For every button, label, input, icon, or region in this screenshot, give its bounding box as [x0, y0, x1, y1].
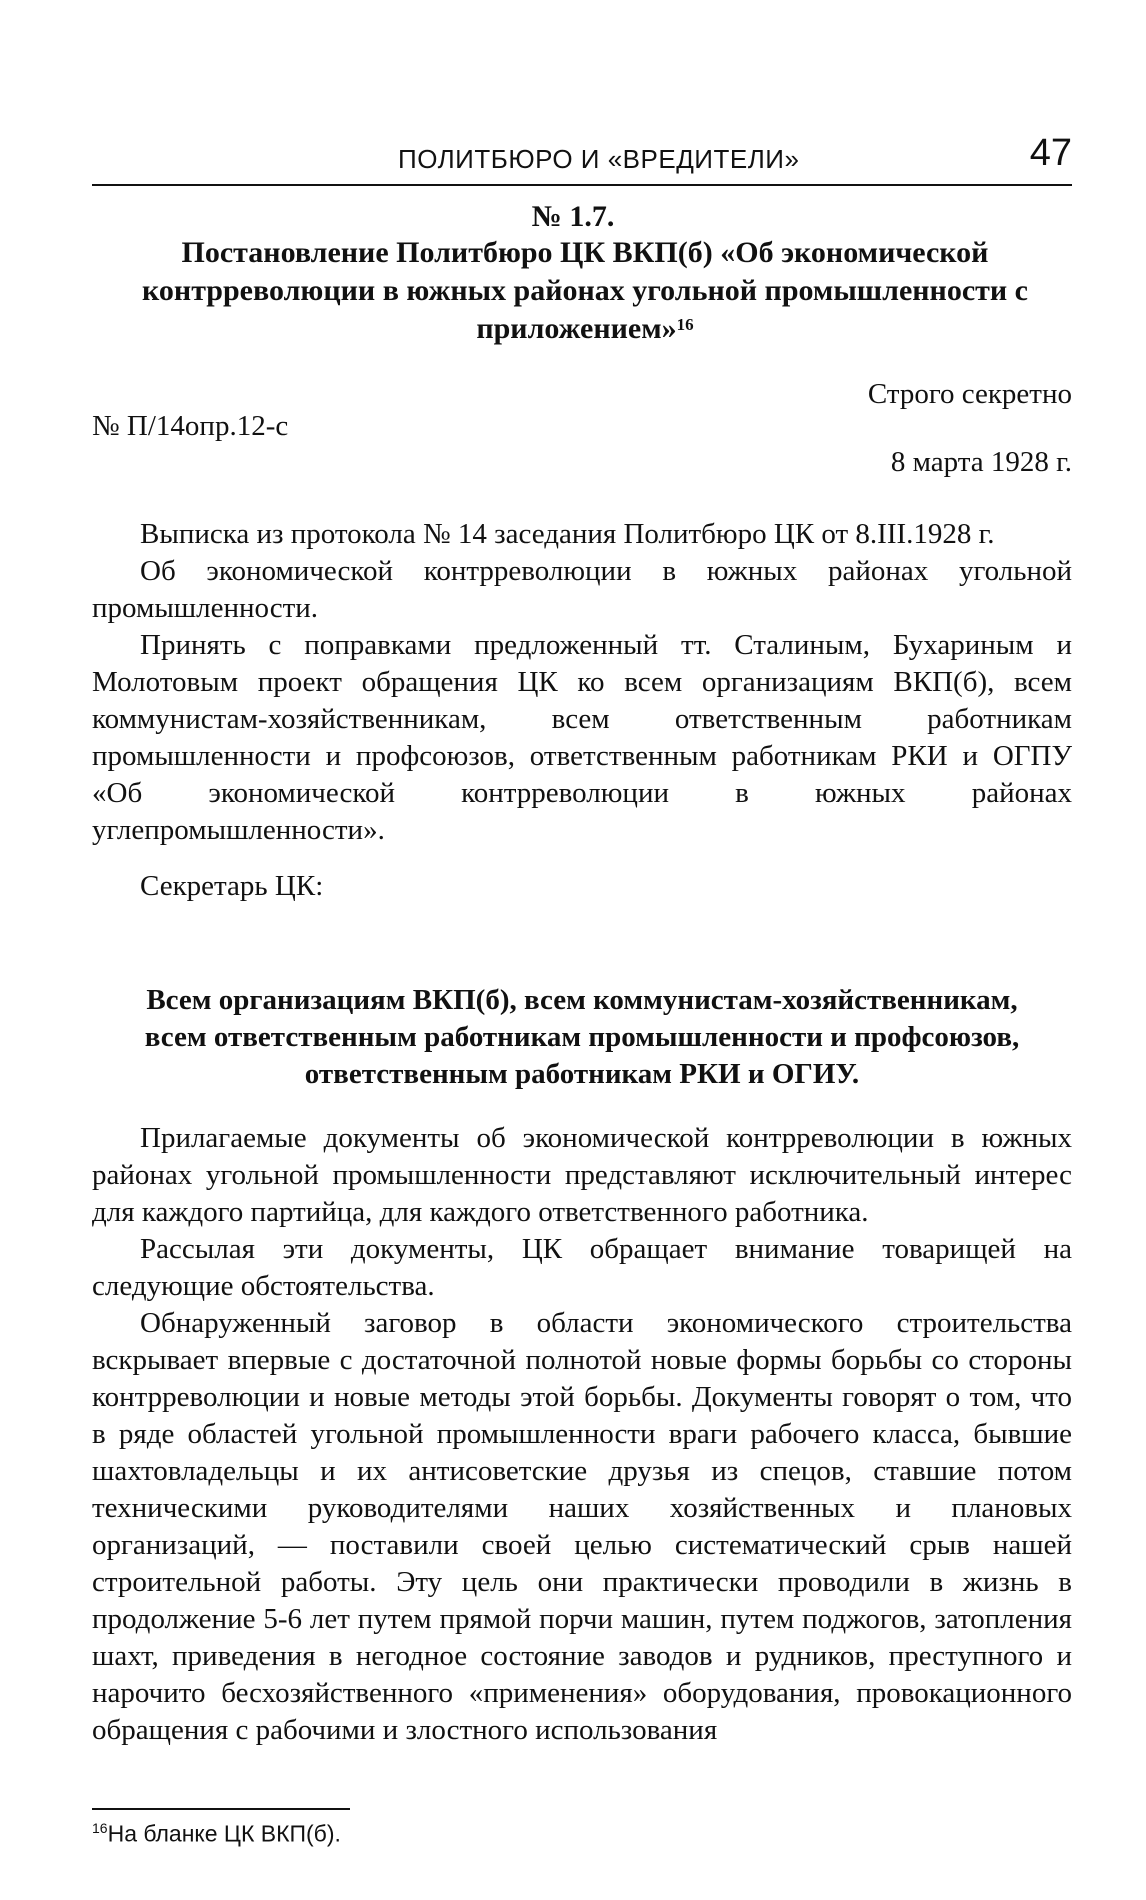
appeal-paragraph: Обнаруженный заговор в области экономического строительства вскрывает впервые с достаточной полнотой новые формы борьбы со стороны контрреволюции и новые методы этой борьбы. Документы говорят о том, что в ряде областей угольной промышленности враги рабочего класса, бывшие шахтовладельцы и их антисоветские друзья из спецов, ставшие потом техническими руководителями наших хозяйственных и плановых организаций, — поставили своей целью систематический срыв нашей строительной работы. Эту цель они практически проводили в жизнь в продолжение 5-6 лет путем прямой порчи машин, путем поджогов, затопления шахт, приведения в негодное состояние заводов и рудников, преступного и нарочито бесхозяйственного «применения» оборудования, провокационного обращения с рабочими и злостного использования	[92, 1307, 1072, 1746]
protocol-excerpt	[92, 516, 1072, 849]
document-date: 8 марта 1928 г.	[890, 446, 1072, 478]
running-header	[92, 132, 1072, 186]
appeal-address	[92, 982, 1072, 1093]
excerpt-paragraph: Об экономической контрреволюции в южных районах угольной промышленности.	[92, 555, 1072, 624]
running-title: ПОЛИТБЮРО И «ВРЕДИТЕЛИ»	[398, 144, 800, 174]
excerpt-paragraph: Выписка из протокола № 14 заседания Политбюро ЦК от 8.III.1928 г.	[140, 518, 995, 550]
footnote-number: 16	[92, 1820, 108, 1836]
document-title	[120, 234, 1050, 348]
address-line: всем ответственным работникам промышленности и профсоюзов,	[144, 1021, 1020, 1053]
footnote-text: На бланке ЦК ВКП(б).	[107, 1820, 341, 1847]
protocol-number: № П/14опр.12-с	[92, 410, 289, 442]
secrecy-stamp: Строго секретно	[867, 378, 1072, 410]
document-number: № 1.7.	[531, 200, 615, 233]
address-line: ответственным работникам РКИ и ОГИУ.	[304, 1058, 860, 1090]
appeal-body	[92, 1120, 1072, 1749]
document-title-text: Постановление Политбюро ЦК ВКП(б) «Об экономической контрреволюции в южных районах угольной промышленности с приложением»	[142, 236, 1028, 345]
footnote-divider	[92, 1808, 350, 1810]
appeal-paragraph: Рассылая эти документы, ЦК обращает внимание товарищей на следующие обстоятельства.	[92, 1233, 1072, 1302]
address-line: Всем организациям ВКП(б), всем коммунистам-хозяйственникам,	[146, 984, 1018, 1016]
footnote-reference: 16	[676, 315, 694, 334]
excerpt-paragraph: Принять с поправками предложенный тт. Сталиным, Бухариным и Молотовым проект обращения ЦК ко всем организациям ВКП(б), всем коммунистам-хозяйственникам, всем ответственным работникам промышленности и профсоюзов, ответственным работникам РКИ и ОГПУ «Об экономической контрреволюции в южных районах углепромышленности».	[92, 629, 1072, 846]
appeal-paragraph: Прилагаемые документы об экономической контрреволюции в южных районах угольной промышленности представляют исключительный интерес для каждого партийца, для каждого ответственного работника.	[92, 1122, 1072, 1228]
signature-line: Секретарь ЦК:	[140, 870, 324, 902]
footnote	[92, 1820, 341, 1848]
page-number: 47	[1029, 132, 1072, 174]
